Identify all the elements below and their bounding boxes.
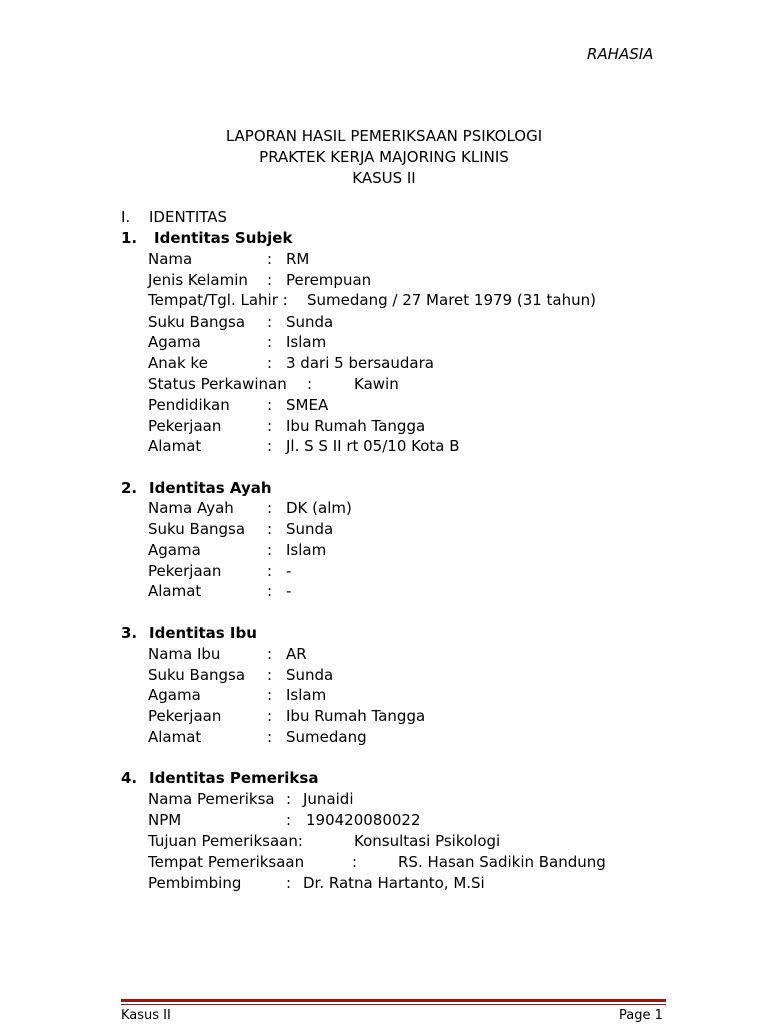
mother-name-colon: :: [267, 645, 273, 663]
subject-ethnicity-label: Suku Bangsa: [148, 313, 246, 331]
father-ethnicity-label: Suku Bangsa: [148, 520, 246, 538]
subject-marital-colon: :: [307, 375, 313, 393]
footer-rule-thick: [121, 999, 666, 1002]
subject-gender-label: Jenis Kelamin: [148, 271, 248, 289]
examiner-npm-value: 190420080022: [306, 811, 421, 829]
subject-birth-order-colon: :: [267, 354, 273, 372]
mother-religion-value: Islam: [286, 686, 327, 704]
examiner-place-value: RS. Hasan Sadikin Bandung: [398, 853, 606, 871]
father-occupation-colon: :: [267, 562, 273, 580]
mother-ethnicity-colon: :: [267, 666, 273, 684]
father-heading: Identitas Ayah: [149, 479, 272, 497]
report-title-line-3: KASUS II: [352, 169, 416, 187]
father-heading-number: 2.: [121, 479, 138, 497]
report-title-line-2: PRAKTEK KERJA MAJORING KLINIS: [259, 148, 509, 166]
father-occupation-label: Pekerjaan: [148, 562, 222, 580]
footer-rule-thin: [121, 1004, 666, 1005]
examiner-name-colon: :: [286, 790, 292, 808]
subject-name-colon: :: [267, 250, 273, 268]
confidential-label: RAHASIA: [587, 45, 654, 63]
subject-heading-number: 1.: [121, 229, 138, 247]
examiner-npm-label: NPM: [148, 811, 182, 829]
subject-heading: Identitas Subjek: [154, 229, 293, 247]
subject-occupation-value: Ibu Rumah Tangga: [286, 417, 426, 435]
father-occupation-value: -: [286, 562, 292, 580]
footer-page-number: Page 1: [619, 1008, 663, 1023]
subject-name-value: RM: [286, 250, 310, 268]
mother-ethnicity-value: Sunda: [286, 666, 334, 684]
father-name-value: DK (alm): [286, 499, 352, 517]
subject-address-colon: :: [267, 437, 273, 455]
examiner-name-label: Nama Pemeriksa: [148, 790, 275, 808]
mother-name-label: Nama Ibu: [148, 645, 221, 663]
father-ethnicity-colon: :: [267, 520, 273, 538]
section-number: I.: [121, 208, 131, 226]
examiner-supervisor-label: Pembimbing: [148, 874, 242, 892]
examiner-purpose-value: Konsultasi Psikologi: [354, 832, 501, 850]
subject-occupation-label: Pekerjaan: [148, 417, 222, 435]
examiner-supervisor-colon: :: [286, 874, 292, 892]
examiner-supervisor-value: Dr. Ratna Hartanto, M.Si: [303, 874, 485, 892]
examiner-heading: Identitas Pemeriksa: [149, 769, 319, 787]
examiner-heading-number: 4.: [121, 769, 138, 787]
subject-address-value: Jl. S S II rt 05/10 Kota B: [286, 437, 460, 455]
subject-religion-colon: :: [267, 333, 273, 351]
examiner-npm-colon: :: [286, 811, 292, 829]
subject-gender-value: Perempuan: [286, 271, 372, 289]
examiner-purpose-label: Tujuan Pemeriksaan:: [148, 832, 303, 850]
father-name-label: Nama Ayah: [148, 499, 234, 517]
father-address-value: -: [286, 582, 292, 600]
examiner-place-colon: :: [352, 853, 358, 871]
subject-religion-value: Islam: [286, 333, 327, 351]
report-title-line-1: LAPORAN HASIL PEMERIKSAAN PSIKOLOGI: [225, 127, 543, 145]
subject-education-colon: :: [267, 396, 273, 414]
mother-address-colon: :: [267, 728, 273, 746]
subject-marital-value: Kawin: [354, 375, 399, 393]
subject-marital-label: Status Perkawinan: [148, 375, 287, 393]
mother-religion-colon: :: [267, 686, 273, 704]
subject-religion-label: Agama: [148, 333, 201, 351]
section-title: IDENTITAS: [149, 208, 228, 226]
mother-ethnicity-label: Suku Bangsa: [148, 666, 246, 684]
father-religion-value: Islam: [286, 541, 327, 559]
mother-occupation-label: Pekerjaan: [148, 707, 222, 725]
father-religion-label: Agama: [148, 541, 201, 559]
subject-occupation-colon: :: [267, 417, 273, 435]
mother-occupation-colon: :: [267, 707, 273, 725]
subject-education-label: Pendidikan: [148, 396, 230, 414]
subject-ethnicity-colon: :: [267, 313, 273, 331]
subject-birth-label: Tempat/Tgl. Lahir :: [148, 291, 288, 309]
subject-address-label: Alamat: [148, 437, 202, 455]
mother-address-value: Sumedang: [286, 728, 367, 746]
footer-case-label: Kasus II: [121, 1008, 171, 1023]
subject-ethnicity-value: Sunda: [286, 313, 334, 331]
subject-birth-order-label: Anak ke: [148, 354, 208, 372]
subject-birth-order-value: 3 dari 5 bersaudara: [286, 354, 434, 372]
subject-gender-colon: :: [267, 271, 273, 289]
mother-occupation-value: Ibu Rumah Tangga: [286, 707, 426, 725]
mother-heading: Identitas Ibu: [149, 624, 257, 642]
mother-heading-number: 3.: [121, 624, 138, 642]
subject-education-value: SMEA: [286, 396, 329, 414]
father-name-colon: :: [267, 499, 273, 517]
mother-name-value: AR: [286, 645, 307, 663]
examiner-place-label: Tempat Pemeriksaan: [148, 853, 305, 871]
subject-name-label: Nama: [148, 250, 193, 268]
father-address-colon: :: [267, 582, 273, 600]
subject-birth-value: Sumedang / 27 Maret 1979 (31 tahun): [307, 291, 596, 309]
father-address-label: Alamat: [148, 582, 202, 600]
father-religion-colon: :: [267, 541, 273, 559]
mother-religion-label: Agama: [148, 686, 201, 704]
father-ethnicity-value: Sunda: [286, 520, 334, 538]
mother-address-label: Alamat: [148, 728, 202, 746]
examiner-name-value: Junaidi: [303, 790, 354, 808]
